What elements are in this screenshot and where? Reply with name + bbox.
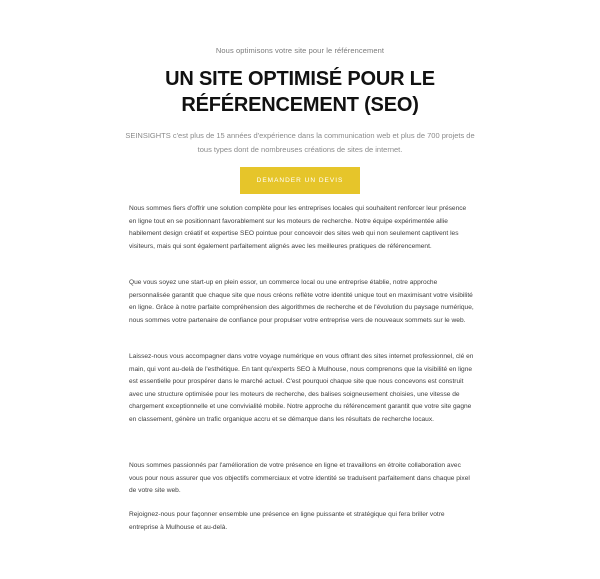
section-eyebrow: Nous optimisons votre site pour le référencement xyxy=(215,46,385,55)
intro-text: SEINSIGHTS c'est plus de 15 années d'expérience dans la communication web et plus de 700 projets de tous types dont de nombreuses créations de sites de internet. xyxy=(125,131,475,154)
content-paragraph-3: Laissez-nous vous accompagner dans votre voyage numérique en vous offrant des sites internet professionnel, clé en main, qui vont au-delà de l'esthétique. En tant qu'experts SEO à Mulhouse, nous comprenons que la visibilité en ligne est essentielle pour prospérer dans le marché actuel. C'est pourquoi chaque site que nous concevons est construit avec une structure optimisée pour les moteurs de recherche, des balises soigneusement choisies, une vitesse de chargement exceptionnelle et une convivialité mobile. Notre approche du référencement garantit que votre site gagne en classement, génère un trafic organique accru et se démarque dans les résultats de recherche locaux. xyxy=(129,353,474,423)
page-title: UN SITE OPTIMISÉ POUR LE RÉFÉRENCEMENT (SEO) xyxy=(165,68,435,116)
content-paragraph-5: Rejoignez-nous pour façonner ensemble une présence en ligne puissante et stratégique qui fera briller votre entreprise à Mulhouse et au-delà. xyxy=(129,511,445,531)
content-paragraph-1: Nous sommes fiers d'offrir une solution complète pour les entreprises locales qui souhaitent renforcer leur présence en ligne tout en se positionnant favorablement sur les moteurs de recherche. Notre équipe expérimentée allie habilement design créatif et expertise SEO pointue pour concevoir des sites web qui non seulement captivent les visiteurs, mais qui sont également parfaitement alignés avec les meilleures pratiques de référencement. xyxy=(129,205,467,250)
content-paragraph-4: Nous sommes passionnés par l'amélioration de votre présence en ligne et travaillons en étroite collaboration avec vous pour nous assurer que vos objectifs commerciaux et votre identité se traduisent parfaitement dans chaque pixel de votre site web. xyxy=(129,462,470,495)
content-paragraph-2: Que vous soyez une start-up en plein essor, un commerce local ou une entreprise établie, notre approche personnalisée garantit que chaque site que nous créons reflète votre identité unique tout en maximisant votre visibilité en ligne. Grâce à notre parfaite compréhension des algorithmes de recherche et de l'évolution du paysage numérique, nous sommes votre partenaire de confiance pour propulser votre entreprise vers de nouveaux sommets sur le web. xyxy=(129,279,474,324)
request-quote-button[interactable]: DEMANDER UN DEVIS xyxy=(240,167,360,194)
